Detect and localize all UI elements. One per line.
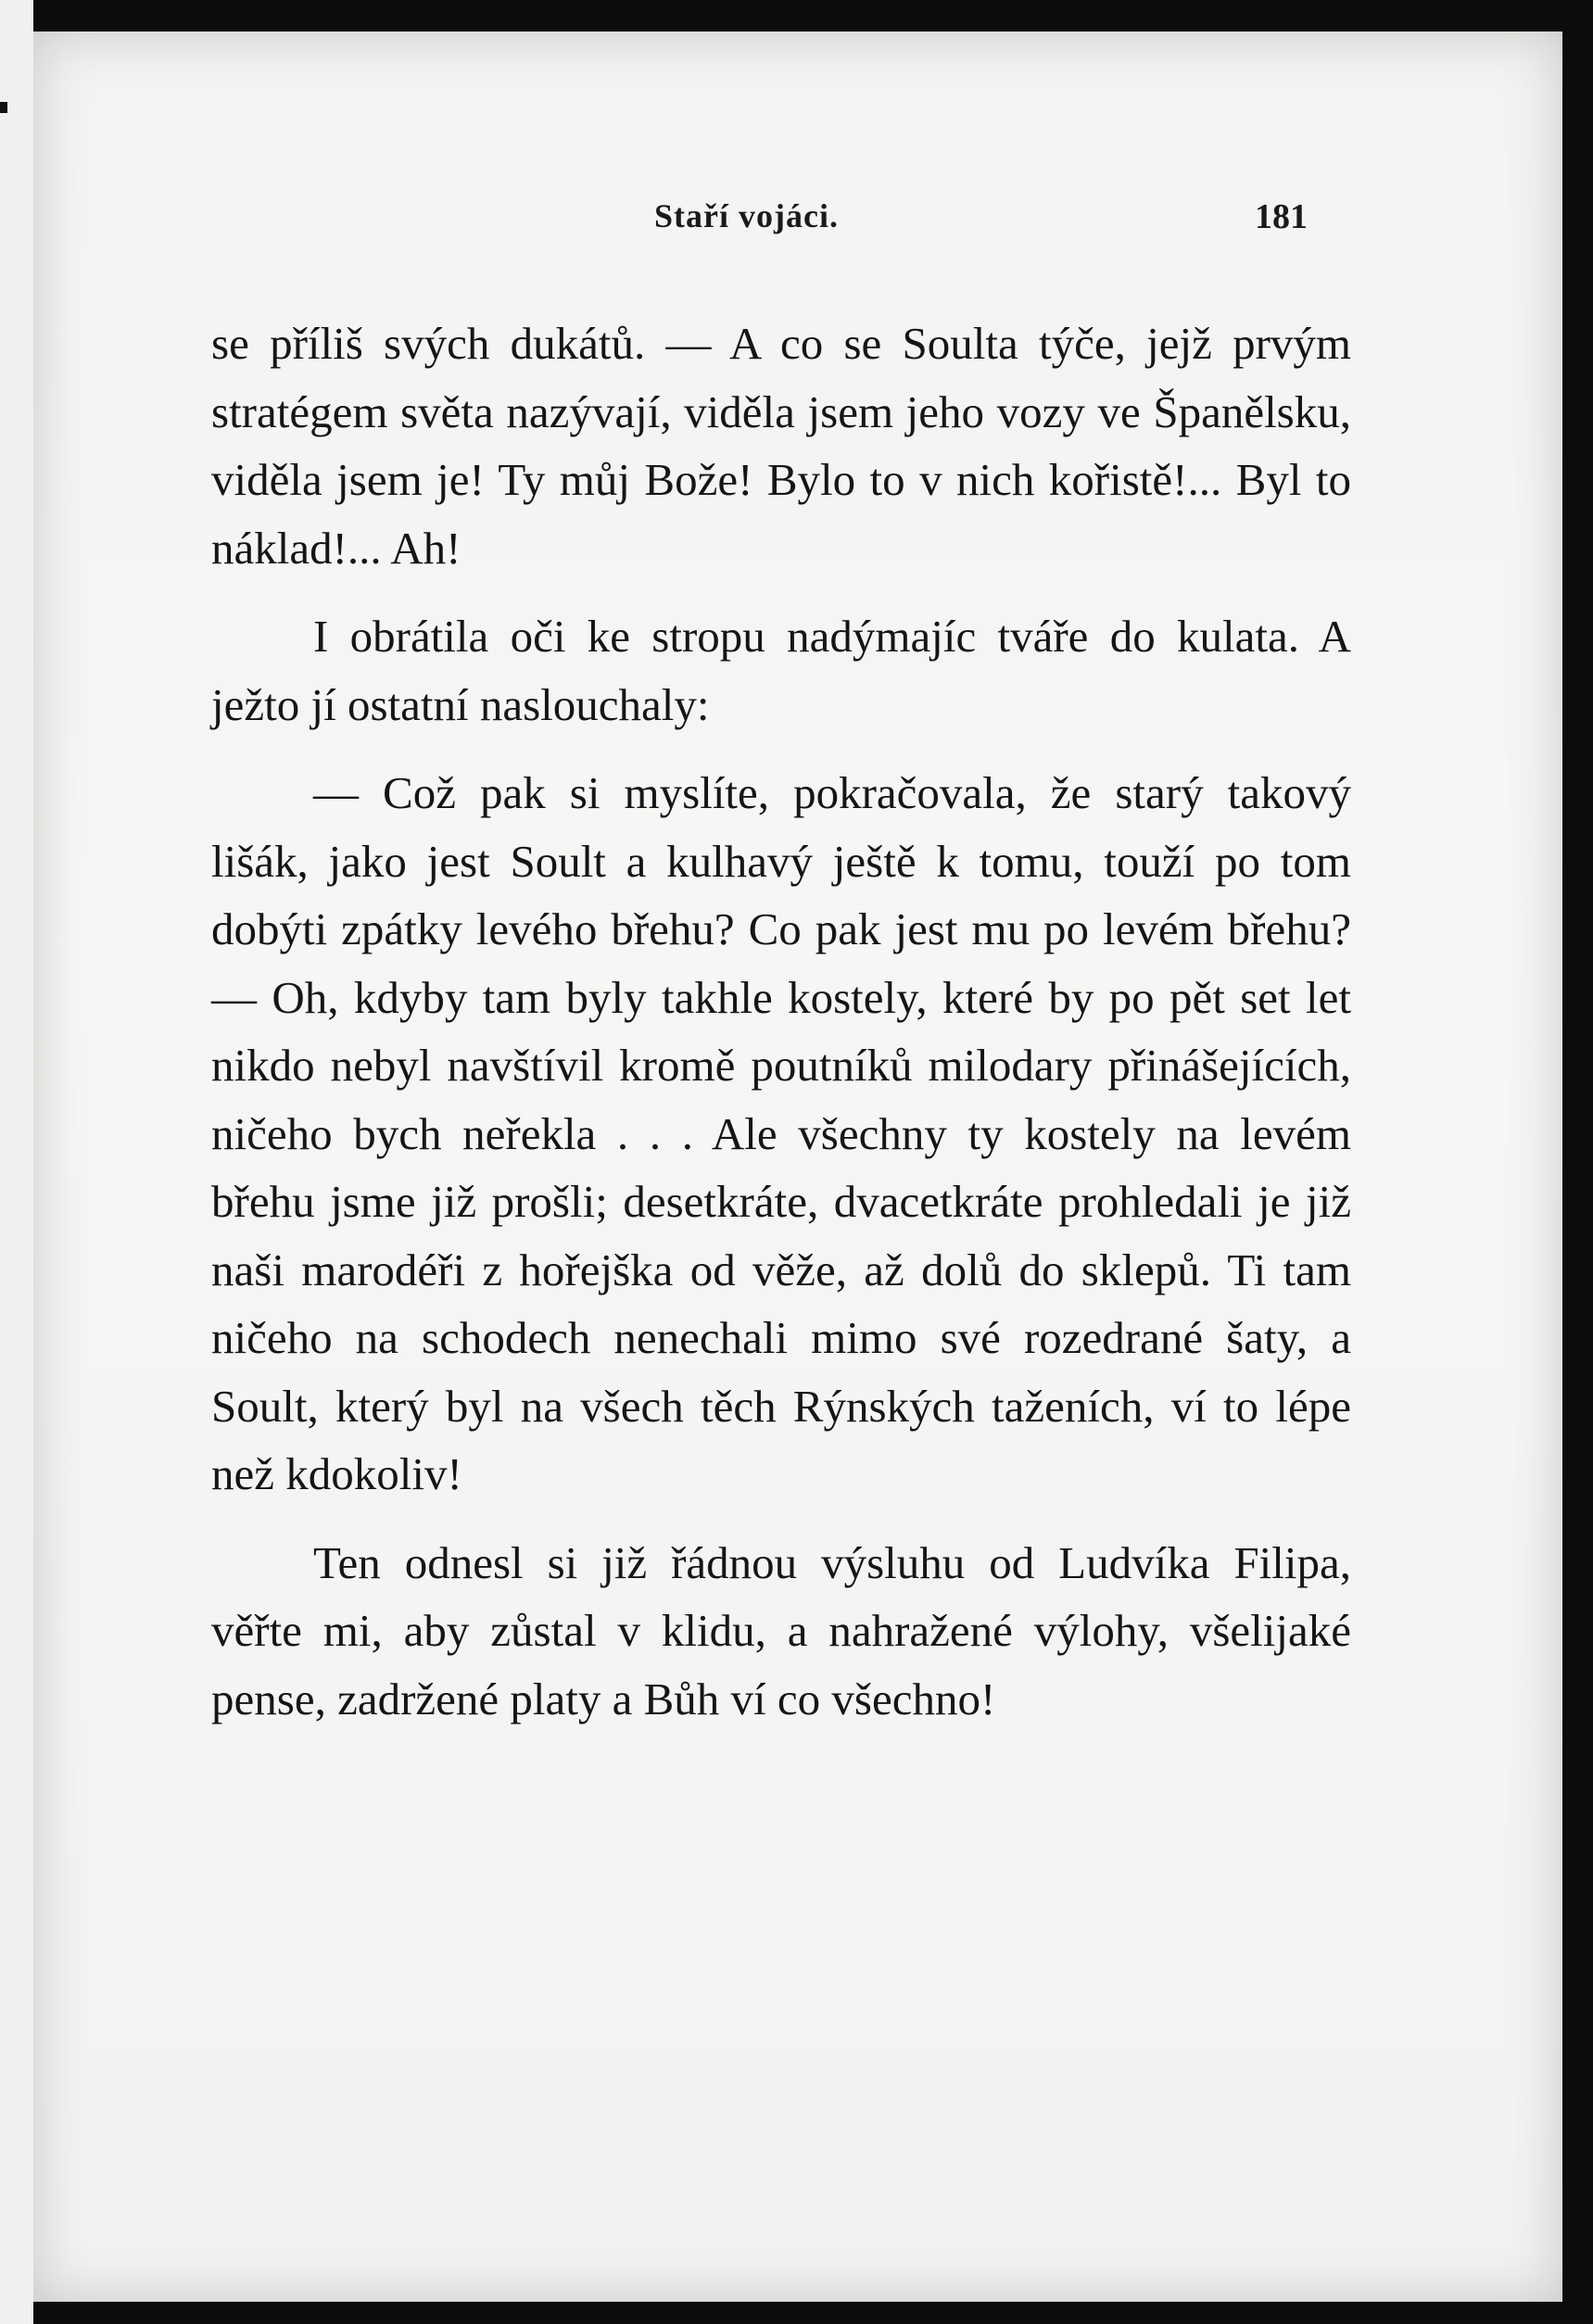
running-title: Staří vojáci.: [654, 197, 839, 234]
book-page: [33, 32, 1562, 2302]
running-head: [33, 196, 1562, 243]
page-left-edge: [0, 0, 33, 2324]
paragraph-dialogue: — Což pak si myslíte, pokračovala, že starý takový lišák, jako jest Soult a kulhavý ještě k tomu, touží po tom dobýti zpátky levého břehu? Co pak jest mu po levém břehu? — Oh, kdyby tam byly takhle kostely, které by po pět set let nikdo nebyl navštívil kromě poutníků milodary přinášejících, ničeho bych neřekla . . . Ale všechny ty kostely na levém břehu jsme již prošli; desetkráte, dvacetkráte prohledali je již naši marodéři z hořejška od věže, až dolů do sklepů. Ti tam ničeho na schodech nenechali mimo své rozedrané šaty, a Soult, který byl na všech těch Rýnských taženích, ví to lépe než kdokoliv!: [211, 767, 1351, 1499]
paragraph: I obrátila oči ke stropu nadýmajíc tváře do kulata. A ježto jí ostatní naslouchaly:: [211, 611, 1351, 730]
paragraph: Ten odnesl si již řádnou výsluhu od Ludvíka Filipa, věřte mi, aby zůstal v klidu, a nahražené výlohy, všelijaké pense, zadržené platy a Bůh ví co všechno!: [211, 1536, 1351, 1724]
body-text: [211, 309, 1351, 1733]
edge-mark: [0, 102, 7, 113]
page-number: 181: [1255, 197, 1308, 236]
paragraph-continuation: se příliš svých dukátů. — A co se Soulta týče, jejž prvým stratégem světa nazývají, viděla jsem jeho vozy ve Španělsku, viděla jsem je! Ty můj Bože! Bylo to v nich kořistě!... Byl to náklad!... Ah!: [211, 318, 1351, 574]
